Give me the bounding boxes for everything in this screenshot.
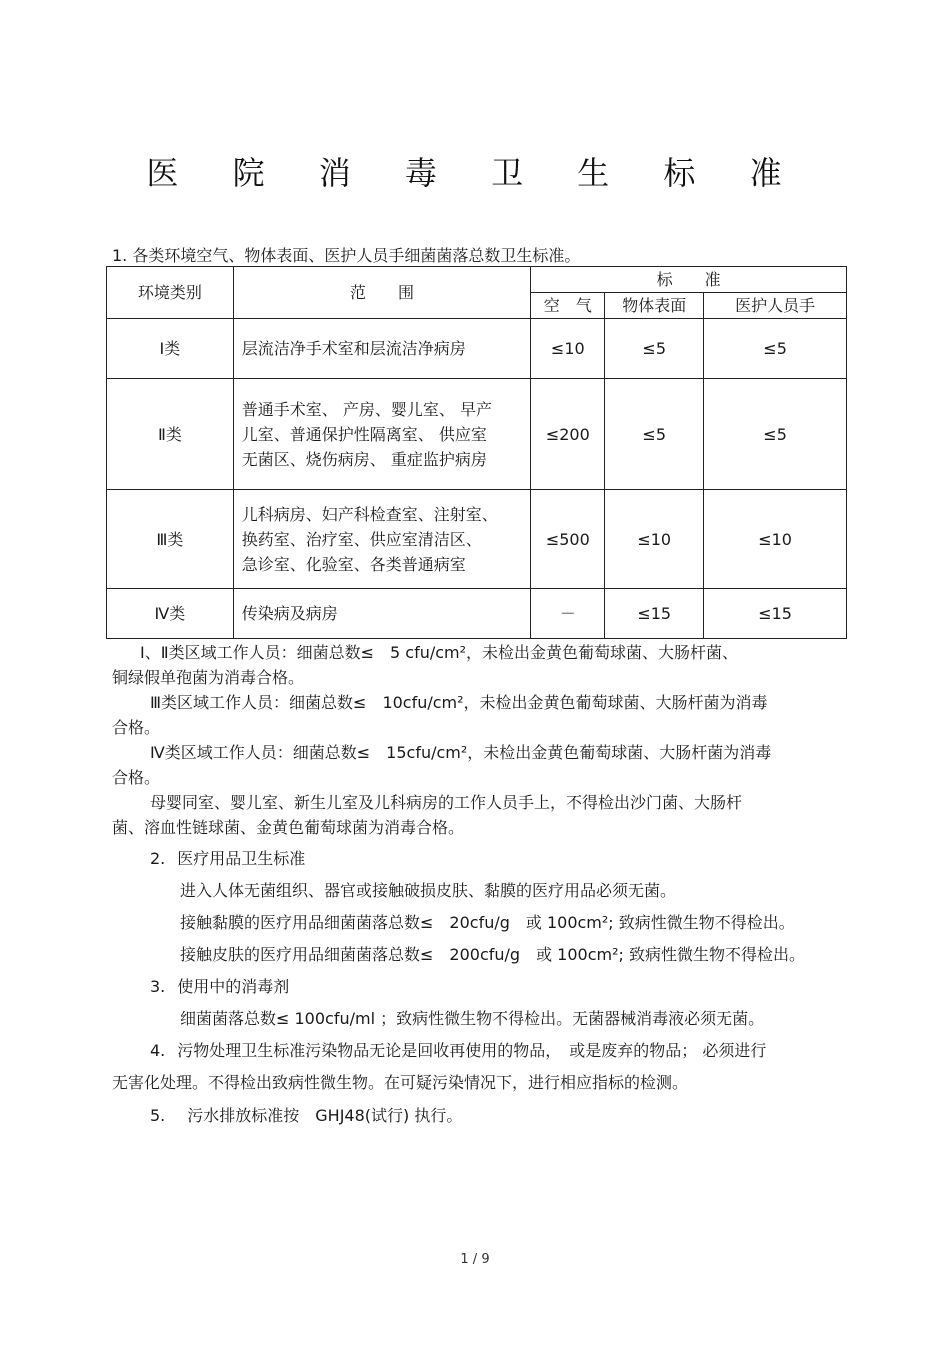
section-2-line: 接触黏膜的医疗用品细菌菌落总数≤ 20cfu/g 或 100cm²; 致病性微生物不得检出。: [180, 913, 795, 932]
section-number: 5.: [150, 1106, 166, 1125]
section-2-line: 接触皮肤的医疗用品细菌菌落总数≤ 200cfu/g 或 100cm²; 致病性微生物不得检出。: [180, 945, 805, 964]
range-line: 换药室、治疗室、供应室清洁区、: [241, 529, 482, 549]
range-cell: [233, 589, 531, 639]
note-line: 菌、溶血性链球菌、金黄色葡萄球菌为消毒合格。: [112, 818, 465, 837]
standards-table: [106, 266, 847, 639]
section-4: [112, 1038, 852, 1095]
surface-cell: ≤10: [605, 490, 704, 589]
range-line: 层流洁净手术室和层流洁净病房: [241, 339, 466, 358]
surface-cell: ≤15: [605, 589, 704, 639]
section-3-heading: [112, 974, 852, 999]
section-1-title: 1. 各类环境空气、物体表面、医护人员手细菌菌落总数卫生标准。: [112, 246, 581, 265]
section-5: [112, 1103, 852, 1128]
header-surface: 物体表面: [605, 293, 704, 319]
note-class-1-2: [112, 640, 852, 690]
range-line: 儿室、普通保护性隔离室、 供应室: [241, 424, 487, 444]
note-line: 合格。: [112, 718, 161, 737]
note-class-3: [112, 690, 852, 740]
hands-cell: ≤10: [704, 490, 847, 589]
surface-cell: ≤5: [605, 379, 704, 490]
range-cell: [233, 490, 531, 589]
section-2-title: 医疗用品卫生标准: [177, 849, 306, 868]
note-line: 母婴同室、婴儿室、新生儿室及儿科病房的工作人员手上，不得检出沙门菌、大肠杆: [150, 793, 743, 812]
air-cell: －: [531, 589, 605, 639]
section-4-line: 无害化处理。不得检出致病性微生物。在可疑污染情况下，进行相应指标的检测。: [112, 1073, 689, 1092]
section-3-line: 细菌菌落总数≤ 100cfu/ml ；致病性微生物不得检出。无菌器械消毒液必须无菌。: [180, 1009, 765, 1028]
class-cell: Ⅳ类: [107, 589, 234, 639]
range-cell: [233, 379, 531, 490]
section-4-line: 污物处理卫生标准污染物品无论是回收再使用的物品， 或是废弃的物品； 必须进行: [177, 1041, 767, 1060]
header-env-class: 环境类别: [107, 267, 234, 319]
header-hands: 医护人员手: [704, 293, 847, 319]
note-line: 合格。: [112, 768, 161, 787]
table-row: [107, 319, 847, 379]
range-line: 急诊室、化验室、各类普通病室: [241, 554, 466, 574]
note-mother-infant: [112, 790, 852, 840]
hands-cell: ≤15: [704, 589, 847, 639]
range-line: 传染病及病房: [241, 604, 338, 623]
section-number: 4.: [150, 1041, 166, 1060]
section-number: 3.: [150, 977, 166, 996]
table-row: [107, 589, 847, 639]
section-number: 2.: [150, 849, 166, 868]
header-air: 空 气: [531, 293, 605, 319]
section-2-heading: [112, 846, 852, 871]
note-line: Ⅰ、Ⅱ类区域工作人员：细菌总数≤ 5 cfu/cm²，未检出金黄色葡萄球菌、大肠杆菌、: [140, 643, 739, 662]
section-2-line: 进入人体无菌组织、器官或接触破损皮肤、黏膜的医疗用品必须无菌。: [180, 881, 677, 900]
table-row: [107, 379, 847, 490]
table-row: [107, 490, 847, 589]
page-number: 1 / 9: [460, 1252, 490, 1267]
section-3-body: [112, 1006, 852, 1031]
air-cell: ≤500: [531, 490, 605, 589]
hands-cell: ≤5: [704, 379, 847, 490]
range-line: 普通手术室、 产房、婴儿室、 早产: [241, 399, 492, 419]
hands-cell: ≤5: [704, 319, 847, 379]
note-line: Ⅲ类区域工作人员：细菌总数≤ 10cfu/cm²，未检出金黄色葡萄球菌、大肠杆菌为消毒: [150, 693, 768, 712]
class-cell: Ⅱ类: [107, 379, 234, 490]
note-class-4: [112, 740, 852, 790]
range-cell: [233, 319, 531, 379]
range-line: 儿科病房、妇产科检查室、注射室、: [241, 504, 498, 524]
header-range: 范 围: [233, 267, 531, 319]
header-standard: 标 准: [531, 267, 847, 293]
section-2-body: [112, 878, 852, 974]
page-title: 医 院 消 毒 卫 生 标 准: [146, 154, 804, 192]
class-cell: Ⅰ类: [107, 319, 234, 379]
air-cell: ≤10: [531, 319, 605, 379]
note-line: Ⅳ类区域工作人员：细菌总数≤ 15cfu/cm²，未检出金黄色葡萄球菌、大肠杆菌为消毒: [150, 743, 772, 762]
surface-cell: ≤5: [605, 319, 704, 379]
range-line: 无菌区、烧伤病房、 重症监护病房: [241, 449, 487, 469]
air-cell: ≤200: [531, 379, 605, 490]
section-5-text: 污水排放标准按 GHJ48(试行) 执行。: [187, 1106, 463, 1125]
class-cell: Ⅲ类: [107, 490, 234, 589]
section-3-title: 使用中的消毒剂: [177, 977, 290, 996]
note-line: 铜绿假单孢菌为消毒合格。: [112, 668, 305, 687]
